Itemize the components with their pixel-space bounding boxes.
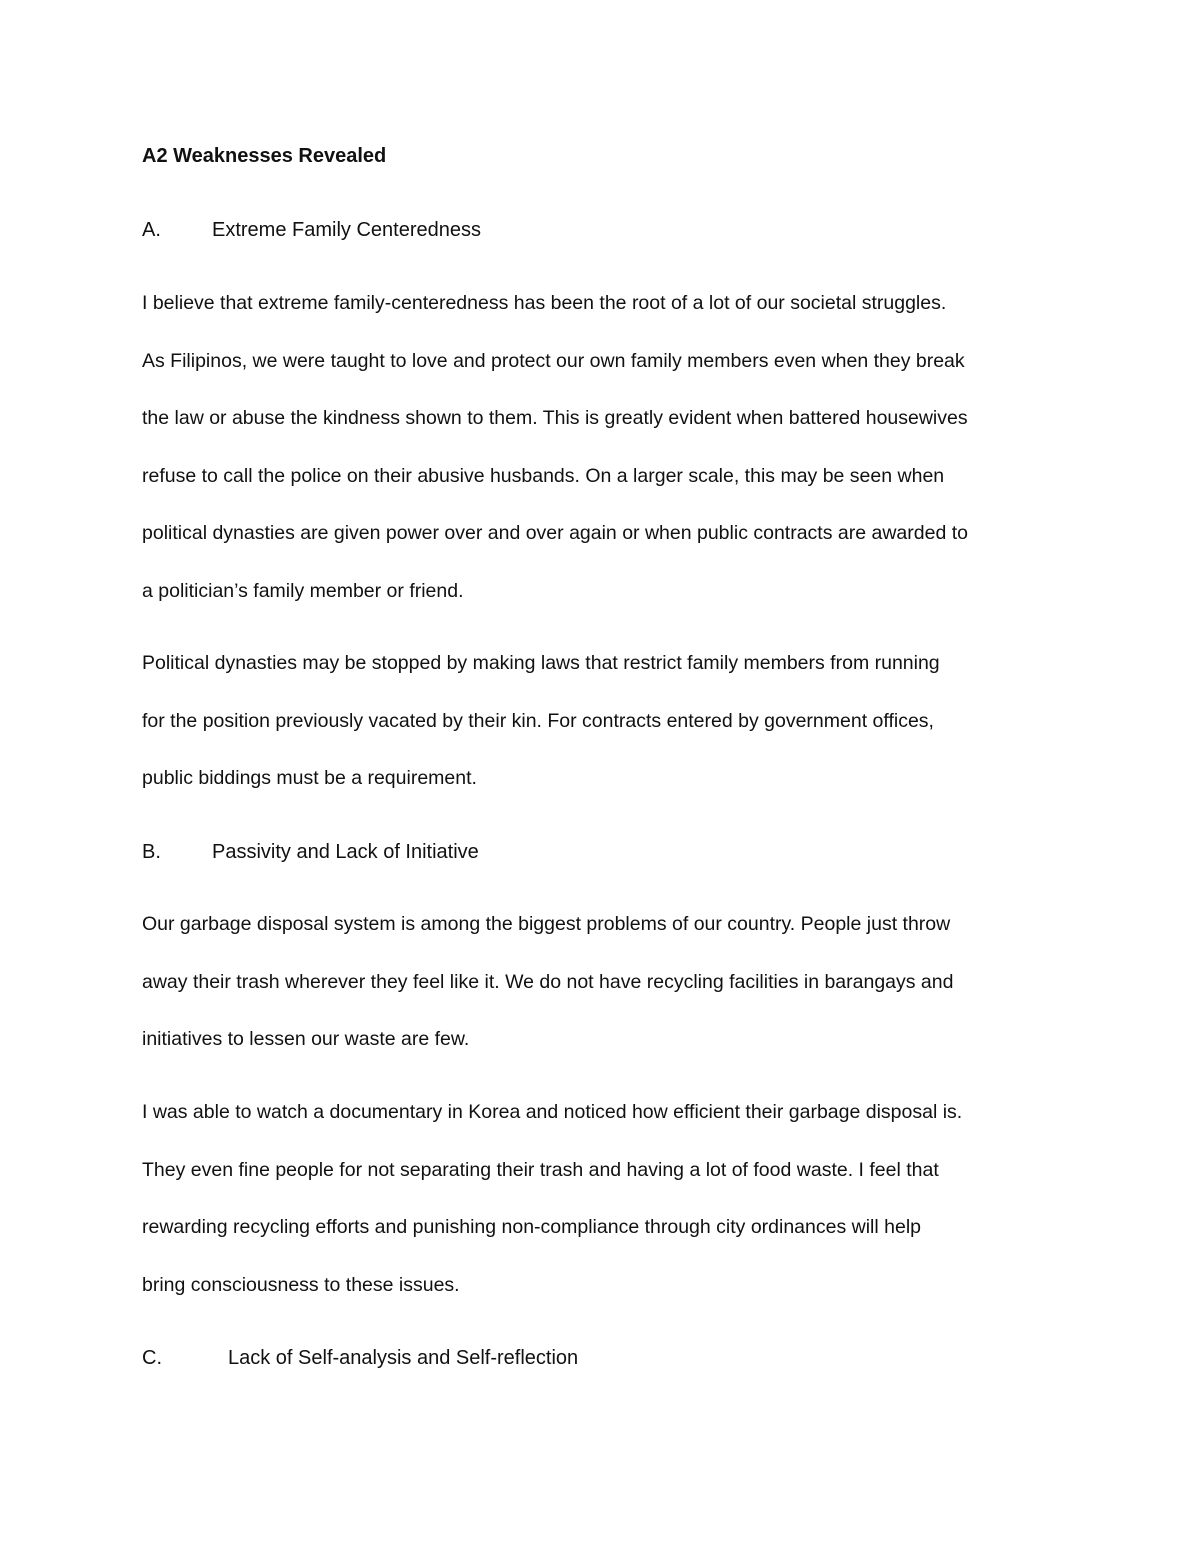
document-title: A2 Weaknesses Revealed	[142, 145, 387, 167]
text-line: for the position previously vacated by their kin. For contracts entered by government offices,	[142, 709, 934, 732]
section-b-heading	[142, 838, 479, 866]
section-c-heading	[142, 1344, 578, 1372]
text-line: Our garbage disposal system is among the biggest problems of our country. People just throw	[142, 913, 951, 935]
section-a-paragraph-2	[142, 635, 1072, 808]
section-a-letter: A.	[142, 219, 161, 241]
section-b-title: Passivity and Lack of Initiative	[212, 841, 479, 863]
section-b-letter: B.	[142, 841, 161, 863]
text-line: As Filipinos, we were taught to love and protect our own family members even when they break	[142, 349, 965, 372]
text-line: rewarding recycling efforts and punishing non-compliance through city ordinances will help	[142, 1216, 921, 1238]
text-line: away their trash wherever they feel like it. We do not have recycling facilities in barangays and	[142, 970, 954, 993]
text-line: refuse to call the police on their abusive husbands. On a larger scale, this may be seen when	[142, 464, 945, 487]
text-line: They even fine people for not separating their trash and having a lot of food waste. I feel that	[142, 1158, 939, 1181]
text-line: bring consciousness to these issues.	[142, 1273, 460, 1296]
section-c-letter: C.	[142, 1347, 162, 1369]
text-line: Political dynasties may be stopped by making laws that restrict family members from running	[142, 652, 940, 674]
text-line: initiatives to lessen our waste are few.	[142, 1028, 470, 1050]
text-line: I was able to watch a documentary in Korea and noticed how efficient their garbage disposal is.	[142, 1101, 963, 1123]
section-a-title: Extreme Family Centeredness	[212, 219, 481, 241]
section-a-heading	[142, 216, 481, 244]
section-b-paragraph-1	[142, 896, 1072, 1069]
text-line: a politician’s family member or friend.	[142, 579, 464, 602]
section-c-title: Lack of Self-analysis and Self-reflection	[228, 1347, 579, 1369]
text-line: political dynasties are given power over and over again or when public contracts are awarded to	[142, 522, 968, 544]
text-line: I believe that extreme family-centeredness has been the root of a lot of our societal struggles.	[142, 292, 947, 314]
text-line: public biddings must be a requirement.	[142, 767, 477, 789]
section-b-paragraph-2	[142, 1084, 1072, 1314]
section-a-paragraph-1	[142, 275, 1072, 620]
text-line: the law or abuse the kindness shown to them. This is greatly evident when battered housewives	[142, 407, 968, 429]
